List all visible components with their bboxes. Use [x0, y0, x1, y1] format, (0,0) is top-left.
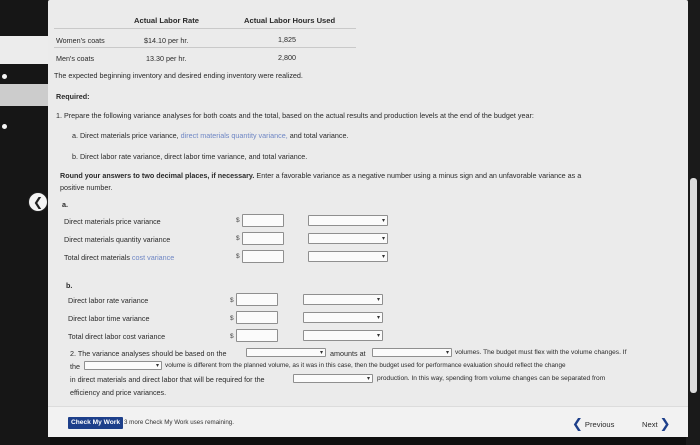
- row-label: Total direct labor cost variance: [68, 332, 166, 341]
- scrollbar-thumb[interactable]: [690, 178, 697, 393]
- rounding-instruction: [60, 171, 581, 180]
- strip-dot: [2, 124, 7, 129]
- chevron-left-icon: ❮: [572, 416, 583, 431]
- chevron-left-icon: ❮: [32, 195, 44, 209]
- intro-text: The expected beginning inventory and desired ending inventory were realized.: [54, 71, 303, 80]
- row-label-pre: Total direct materials: [64, 253, 130, 262]
- requirement-1a-pre: a. Direct materials price variance,: [72, 131, 179, 140]
- rounding-rest: Enter a favorable variance as a negative number using a minus sign and an unfavorable variance as a: [256, 171, 582, 180]
- q2-text-8: efficiency and price variances.: [70, 388, 167, 397]
- strip-dot: [2, 74, 7, 79]
- question-page: [48, 0, 688, 437]
- currency-symbol: $: [236, 217, 240, 224]
- chevron-down-icon: ▾: [319, 350, 323, 356]
- rounding-bold: Round your answers to two decimal places, if necessary.: [60, 171, 255, 180]
- table-row-rate: 13.30 per hr.: [146, 54, 187, 63]
- labor-rate-variance-input[interactable]: [236, 293, 278, 306]
- q2-text-2: amounts at: [330, 349, 366, 358]
- table-row-hours: 1,825: [278, 35, 296, 44]
- strip-bar: [0, 84, 52, 106]
- currency-symbol: $: [236, 253, 240, 260]
- chevron-down-icon: ▾: [155, 363, 159, 369]
- materials-price-variance-input[interactable]: [242, 214, 284, 227]
- section-b-label: b.: [66, 281, 73, 290]
- row-label: Direct labor rate variance: [68, 296, 149, 305]
- next-label: Next: [642, 420, 658, 429]
- section-a-label: a.: [62, 200, 68, 209]
- q2-production-select[interactable]: [293, 374, 373, 383]
- table-header-rate: Actual Labor Rate: [134, 16, 199, 25]
- chevron-down-icon: ▾: [381, 254, 385, 260]
- row-label: Direct materials quantity variance: [64, 235, 171, 244]
- bottom-bar: [48, 406, 688, 437]
- q2-text-3: volumes. The budget must flex with the volume changes. If: [455, 349, 627, 356]
- strip-bar: [0, 36, 52, 64]
- q2-text-5: volume is different from the planned volume, as it was in this case, then the budget used for performance evaluation should reflect the change: [165, 362, 566, 369]
- table-header-hours: Actual Labor Hours Used: [244, 16, 336, 25]
- labor-rate-variance-select[interactable]: [303, 294, 383, 305]
- chevron-right-icon: ❯: [659, 416, 671, 431]
- materials-price-variance-select[interactable]: [308, 215, 388, 226]
- row-label: Direct materials price variance: [64, 217, 161, 226]
- chevron-down-icon: ▾: [376, 297, 380, 303]
- q2-text-1: 2. The variance analyses should be based on the: [70, 349, 227, 358]
- requirement-1b: b. Direct labor rate variance, direct labor time variance, and total variance.: [72, 152, 308, 161]
- check-my-work-button[interactable]: Check My Work: [68, 417, 123, 429]
- requirement-1a-post: and total variance.: [289, 131, 349, 140]
- chevron-down-icon: ▾: [366, 376, 370, 382]
- remaining-text: 3 more Check My Work uses remaining.: [124, 419, 234, 426]
- q2-text-4: the: [70, 362, 80, 371]
- row-label: Direct labor time variance: [68, 314, 150, 323]
- labor-time-variance-select[interactable]: [303, 312, 383, 323]
- table-divider: [54, 47, 356, 48]
- materials-quantity-variance-select[interactable]: [308, 233, 388, 244]
- materials-quantity-variance-input[interactable]: [242, 232, 284, 245]
- currency-symbol: $: [230, 297, 234, 304]
- requirement-1a: [72, 131, 348, 140]
- table-row-label: Men's coats: [56, 54, 95, 63]
- row-label-blue: cost variance: [131, 253, 175, 262]
- required-label: Required:: [56, 92, 90, 101]
- q2-basis-select[interactable]: [246, 348, 326, 357]
- back-circle-button[interactable]: [28, 192, 48, 212]
- labor-total-variance-select[interactable]: [303, 330, 383, 341]
- right-edge: [686, 0, 700, 445]
- materials-total-variance-input[interactable]: [242, 250, 284, 263]
- chevron-down-icon: ▾: [376, 315, 380, 321]
- q2-text-7: production. In this way, spending from volume changes can be separated from: [377, 375, 606, 382]
- left-strip: [0, 0, 50, 445]
- table-row-hours: 2,800: [278, 53, 296, 62]
- currency-symbol: $: [236, 235, 240, 242]
- labor-total-variance-input[interactable]: [236, 329, 278, 342]
- chevron-down-icon: ▾: [381, 236, 385, 242]
- q2-text-6: in direct materials and direct labor that will be required for the: [70, 375, 265, 384]
- currency-symbol: $: [230, 333, 234, 340]
- requirement-1a-blue: direct materials quantity variance,: [180, 131, 288, 140]
- labor-time-variance-input[interactable]: [236, 311, 278, 324]
- chevron-down-icon: ▾: [381, 218, 385, 224]
- chevron-down-icon: ▾: [376, 333, 380, 339]
- previous-label: Previous: [584, 420, 615, 429]
- materials-total-variance-select[interactable]: [308, 251, 388, 262]
- table-divider: [54, 28, 356, 29]
- chevron-down-icon: ▾: [445, 350, 449, 356]
- row-label: [64, 253, 174, 262]
- previous-button[interactable]: [572, 415, 614, 431]
- rounding-instruction-2: positive number.: [60, 183, 113, 192]
- currency-symbol: $: [230, 315, 234, 322]
- q2-volume-select[interactable]: [372, 348, 452, 357]
- q2-actual-select[interactable]: [84, 361, 162, 370]
- table-row-rate: $14.10 per hr.: [144, 36, 189, 45]
- requirement-1: 1. Prepare the following variance analyses for both coats and the total, based on the actual results and production levels at the end of the budget year:: [56, 111, 534, 120]
- next-button[interactable]: [642, 415, 671, 431]
- table-row-label: Women's coats: [56, 36, 105, 45]
